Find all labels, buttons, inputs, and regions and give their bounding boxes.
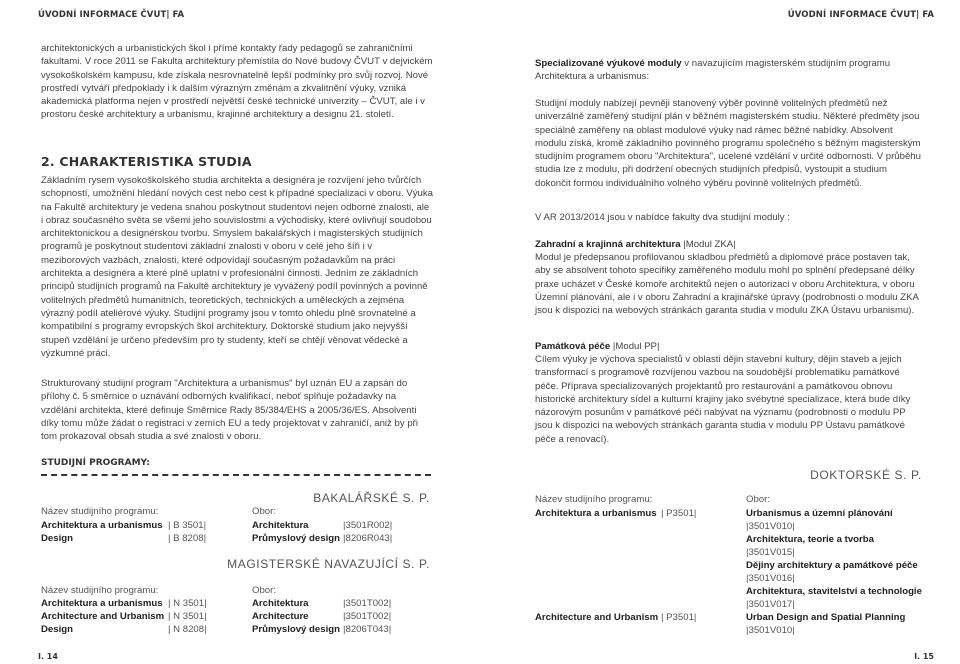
bachelor-field-1: Architektura — [252, 520, 309, 531]
bachelor-label-field: Obor: — [252, 506, 276, 517]
zka-heading — [535, 238, 923, 251]
doctoral-field-2-code: |3501V015| — [746, 547, 795, 558]
master-label-program: Název studijního programu: — [41, 585, 159, 596]
pp-heading — [535, 340, 923, 353]
master-field-2-code: |3501T002| — [343, 611, 392, 622]
master-field-3-code: |8206T043| — [343, 624, 392, 635]
master-title: MAGISTERSKÉ NAVAZUJÍCÍ S. P. — [227, 557, 430, 571]
doctoral-field-4-code: |3501V017| — [746, 599, 795, 610]
doctoral-field-1: Urbanismus a územní plánování — [746, 508, 893, 519]
master-program-3-code: | N 8208| — [168, 624, 207, 635]
master-program-2: Architecture and Urbanism — [41, 611, 165, 622]
pp-paragraph: Cílem výuky je výchova specialistů v oblasti dějin stavební kultury, dějin staveb a jejich transformací s programově rozvíjenou vazbou na soudobější problematiku památkové péče. Příprava specializovaných projektantů pro restaurování a památkovou obnovu historické architektury sídel a kulturní krajiny jako svébytné specializace, která bude díky názorovým posunům v památkové péči nabývat na významu (podrobnosti o modulu PP jsou k dispozici na webových stránkách garanta studia v modulu PP Ústavu památkové péče a renovací). — [535, 354, 911, 445]
intro-paragraph: architektonických a urbanistických škol i přímé kontakty řady pedagogů se zahraničními fakultami. V roce 2011 se Fakulta architektury přemístila do Nové budovy ČVUT v dejvickém vysokoškolském kampusu, kde získala nesrovnatelně lepší podmínky pro svůj rozvoj. Nové prostředí vytváří předpoklady i k dalším výrazným změnám a zkvalitnění výuky, vzniká akademická platforma nejen v prostředí největší české technické univerzity – ČVUT, ale i v prostoru české architektury a urbanismu, krajinné architektury a designu 21. století. — [41, 43, 433, 121]
bachelor-field-2: Průmyslový design — [252, 533, 340, 544]
bachelor-program-1: Architektura a urbanismus — [41, 520, 163, 531]
doctoral-label-field: Obor: — [746, 494, 770, 505]
doctoral-field-3-code: |3501V016| — [746, 573, 795, 584]
modules-intro-rest: v navazujícím magisterském studijním programu Architektura a urbanismus: — [535, 58, 891, 83]
programs-heading: STUDIJNÍ PROGRAMY: — [41, 458, 150, 468]
zka-heading-rest: |Modul ZKA| — [680, 239, 736, 250]
section-2-heading: 2. CHARAKTERISTIKA STUDIA — [41, 154, 252, 169]
page-number-right: I. 15 — [914, 652, 934, 661]
master-field-3: Průmyslový design — [252, 624, 340, 635]
doctoral-field-4: Architektura, stavitelství a technologie — [746, 586, 922, 597]
master-program-1: Architektura a urbanismus — [41, 598, 163, 609]
bachelor-program-1-code: | B 3501| — [168, 520, 207, 531]
modules-description: Studijní moduly nabízejí pevněji stanovený výběr povinně volitelných předmětů než univerzálně zaměřený studijní plán v běžném magisterském studiu. Některé předměty jsou speciálně zaměřeny na oblast modulové výuky nad rámec běžné nabídky. Absolvent modulu získá, kromě základního povinného programu společného s běžným magisterským studijním programem oboru "Architektura", ucelené vzdělání v určité odbornosti. V průběhu studia lze z modulu, při dodržení obecných studijních předpisů, vystoupit a studium dokončit formou individuálního volného výběru povinně volitelných předmětů. — [535, 98, 921, 189]
zka-paragraph: Modul je předepsanou profilovanou skladbou předmětů a diplomové práce postaven tak, aby se absolvent tohoto specifiky zaměřeného modulu mohl po splnění předepsané délky praxe ucházet v České komoře architektů nejen o autorizaci v oboru Architektura, v oboru Územní plánování, ale i v oboru Zahradní a krajinářské úpravy (podrobnosti o modulu ZKA jsou k dispozici na webových stránkách garanta studia v modulu ZKA Ústavu urbanismu). — [535, 252, 919, 317]
doctoral-field-5-code: |3501V010| — [746, 625, 795, 636]
modules-offer: V AR 2013/2014 jsou v nabídce fakulty dva studijní moduly : — [535, 212, 790, 223]
master-label-field: Obor: — [252, 585, 276, 596]
master-program-3: Design — [41, 624, 73, 635]
doctoral-title: DOKTORSKÉ S. P. — [810, 468, 922, 482]
master-field-1-code: |3501T002| — [343, 598, 392, 609]
running-header-right: ÚVODNÍ INFORMACE ČVUT| FA — [787, 10, 934, 20]
bachelor-field-1-code: |3501R002| — [343, 520, 393, 531]
bachelor-program-2-code: | B 8208| — [168, 533, 207, 544]
bachelor-field-2-code: |8206R043| — [343, 533, 393, 544]
bachelor-title: BAKALÁŘSKÉ S. P. — [313, 491, 430, 505]
doctoral-program-1: Architektura a urbanismus — [535, 508, 657, 519]
master-program-1-code: | N 3501| — [168, 598, 207, 609]
pp-heading-bold: Památková péče — [535, 341, 611, 352]
master-field-1: Architektura — [252, 598, 309, 609]
running-header-left: ÚVODNÍ INFORMACE ČVUT| FA — [38, 10, 185, 20]
doctoral-field-3: Dějiny architektury a památkové péče — [746, 560, 918, 571]
doctoral-field-1-code: |3501V010| — [746, 521, 795, 532]
modules-intro — [535, 57, 923, 84]
bachelor-label-program: Název studijního programu: — [41, 506, 159, 517]
doctoral-program-2: Architecture and Urbanism — [535, 612, 659, 623]
dashed-divider — [41, 474, 431, 476]
doctoral-field-5: Urban Design and Spatial Planning — [746, 612, 906, 623]
zka-heading-bold: Zahradní a krajinná architektura — [535, 239, 681, 250]
modules-intro-bold: Specializované výukové moduly — [535, 58, 682, 69]
doctoral-label-program: Název studijního programu: — [535, 494, 653, 505]
section-2-paragraph: Základním rysem vysokoškolského studia architekta a designéra je rozvíjení jeho tvůrčích schopností, umožnění hledání nových cest nebo cest k případné specializaci v oboru. Výuka na Fakultě architektury je vedena snahou poskytnout studentovi nejen odborné znalosti, ale i obraz současného světa se všemi jeho souvislostmi a východisky, které ovlivňují soudobou architektonickou a designérskou tvorbu. Smyslem bakalářských i magisterských studijních programů je poskytnout studentovi základní znalosti v oboru v celé jeho šíři i v meziborových vazbách, znalosti, které odpovídají současným požadavkům na práci architekta a designéra a které plně uplatní v profesionální činnosti. Jedním ze základních principů studijních programů na Fakultě architektury je vyvážený podíl povinných a povinně volitelných předmětů humanitních, teoretických, technických a uměleckých a zejména výrazný podíl ateliérové výuky. Studijní programy jsou v tomto ohledu plně srovnatelné a kompatibilní s programy evropských škol architektury. Doktorské studium jako nejvyšší stupeň vzdělání je určeno především pro ty studenty, kteří se chtějí věnovat vědecké a výzkumné práci. — [41, 175, 433, 359]
section-2-paragraph-2: Strukturovaný studijní program "Architektura a urbanismus" byl uznán EU a zapsán do přílohy č. 5 směrnice o uznávání odborných kvalifikací, neboť splňuje požadavky na vzdělání architekta, které definuje Směrnice Rady 85/384/EHS a 2005/36/ES. Absolventi díky tomu může žádat o registraci v zemích EU a tedy projektovat v zahraničí, aniž by při tom prokazoval obsah studia a své znalosti v oboru. — [41, 378, 418, 443]
bachelor-program-2: Design — [41, 533, 73, 544]
doctoral-program-2-code: | P3501| — [661, 612, 697, 623]
master-field-2: Architecture — [252, 611, 309, 622]
doctoral-program-1-code: | P3501| — [661, 508, 697, 519]
pp-heading-rest: |Modul PP| — [610, 341, 660, 352]
master-program-2-code: | N 3501| — [168, 611, 207, 622]
doctoral-field-2: Architektura, teorie a tvorba — [746, 534, 874, 545]
page-number-left: I. 14 — [38, 652, 58, 661]
